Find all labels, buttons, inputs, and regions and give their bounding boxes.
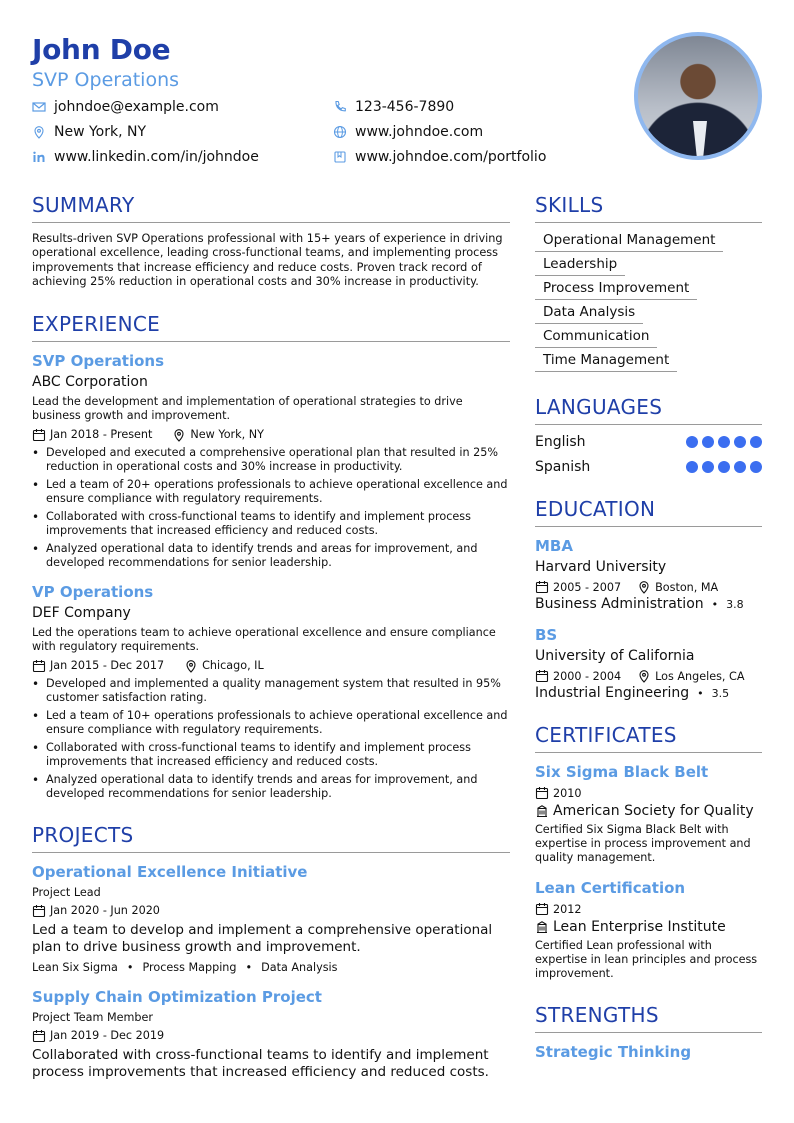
strengths-heading: STRENGTHS [535, 1003, 762, 1033]
map-pin-icon [172, 428, 186, 442]
bookmark-icon [333, 150, 347, 164]
field-of-study: Business Administration [535, 596, 704, 612]
school: University of California [535, 648, 695, 664]
location-text: New York, NY [54, 124, 147, 140]
profile-photo [634, 32, 762, 160]
project-role: Project Lead [32, 885, 101, 899]
level-dot [734, 436, 746, 448]
certificate-item [535, 763, 762, 865]
skill-item: Time Management [535, 350, 677, 372]
certificate-title: Six Sigma Black Belt [535, 763, 709, 781]
issuer-name: Lean Enterprise Institute [553, 919, 726, 935]
skills-heading: SKILLS [535, 193, 762, 223]
language-item [535, 458, 762, 475]
bullet-item: • Developed and executed a comprehensive operational plan that resulted in 25% reduction in operational costs and 30% increase in productivity. [32, 446, 510, 474]
job-title: SVP Operations [32, 351, 165, 370]
level-dot [718, 461, 730, 473]
education-location: Boston, MA [655, 580, 719, 594]
level-dot [718, 436, 730, 448]
project-item [32, 863, 510, 974]
project-tag: Process Mapping [142, 960, 237, 974]
bullet-item: • Led a team of 20+ operations professionals to achieve operational excellence and ensure compliance with regulatory requirements. [32, 478, 510, 506]
contact-phone[interactable] [333, 99, 454, 115]
map-pin-icon [32, 125, 46, 139]
bullet-item: • Collaborated with cross-functional teams to identify and implement process improvements that increased efficiency and reduced costs. [32, 510, 510, 538]
contact-linkedin[interactable] [32, 149, 259, 165]
portfolio-text: www.johndoe.com/portfolio [355, 149, 547, 165]
job-meta [32, 428, 510, 442]
issuer-name: American Society for Quality [553, 803, 754, 819]
education-dates: 2005 - 2007 [553, 580, 622, 594]
email-text: johndoe@example.com [54, 99, 219, 115]
job-title: VP Operations [32, 582, 154, 601]
degree: BS [535, 626, 558, 644]
calendar-icon [535, 786, 549, 800]
candidate-name: John Doe [32, 33, 171, 66]
building-icon [535, 804, 549, 818]
skill-item: Communication [535, 326, 657, 348]
education-field: Business Administration • 3.8 [535, 596, 744, 612]
projects-heading: PROJECTS [32, 823, 510, 853]
job-dates: Jan 2018 - Present [50, 428, 153, 442]
candidate-title: SVP Operations [32, 69, 180, 91]
skill-item: Data Analysis [535, 302, 643, 324]
experience-item [32, 352, 510, 570]
project-title: Operational Excellence Initiative [32, 862, 308, 881]
company-name: ABC Corporation [32, 373, 148, 390]
job-location: New York, NY [190, 428, 264, 442]
contact-location [32, 124, 146, 140]
bullet-item: • Collaborated with cross-functional teams to identify and implement process improvements that increased efficiency and reduced costs. [32, 741, 510, 769]
job-description: Lead the development and implementation of operational strategies to drive business growth and improvement. [32, 394, 463, 422]
linkedin-icon [32, 150, 46, 164]
language-item [535, 433, 762, 450]
certificate-year: 2012 [553, 902, 582, 916]
education-item [535, 626, 762, 701]
language-level [682, 436, 762, 448]
project-dates: Jan 2019 - Dec 2019 [50, 1029, 165, 1043]
side-column [535, 193, 762, 1061]
gpa: 3.8 [726, 598, 744, 611]
calendar-icon [32, 659, 46, 673]
certificate-title: Lean Certification [535, 879, 686, 897]
certificate-description: Certified Lean professional with expertise in lean principles and process improvement. [535, 939, 758, 980]
education-heading: EDUCATION [535, 497, 762, 527]
certificate-item [535, 879, 762, 981]
bullet-item: • Developed and implemented a quality management system that resulted in 95% customer satisfaction rating. [32, 677, 510, 705]
degree: MBA [535, 537, 573, 555]
project-meta [32, 904, 510, 918]
project-description: Collaborated with cross-functional teams to identify and implement process improvements that increased efficiency and reduced costs. [32, 1046, 489, 1080]
calendar-icon [32, 428, 46, 442]
level-dot [702, 461, 714, 473]
certificate-year: 2010 [553, 786, 582, 800]
certificate-meta [535, 786, 762, 800]
languages-heading: LANGUAGES [535, 395, 762, 425]
level-dot [686, 436, 698, 448]
contact-portfolio[interactable] [333, 149, 546, 165]
company-name: DEF Company [32, 604, 131, 621]
education-item [535, 537, 762, 612]
calendar-icon [535, 902, 549, 916]
level-dot [702, 436, 714, 448]
project-tags: Lean Six Sigma • Process Mapping • Data Analysis [32, 960, 338, 974]
certificate-issuer [535, 919, 762, 935]
calendar-icon [535, 580, 549, 594]
strength-item: Strategic Thinking [535, 1043, 692, 1061]
language-name: English [535, 433, 586, 450]
project-tag: Lean Six Sigma [32, 960, 118, 974]
globe-icon [333, 125, 347, 139]
education-location: Los Angeles, CA [655, 669, 745, 683]
linkedin-text: www.linkedin.com/in/johndoe [54, 149, 259, 165]
bullet-item: • Analyzed operational data to identify trends and areas for improvement, and developed recommendations for senior leadership. [32, 542, 510, 570]
project-meta [32, 1029, 510, 1043]
summary-text: Results-driven SVP Operations professional with 15+ years of experience in driving operational excellence, leading cross-functional teams, and implementing process improvements that increase efficiency and reduce costs. Proven track record of achieving 25% reduction in operational costs and 30% increase in productivity. [32, 232, 503, 289]
project-role: Project Team Member [32, 1010, 153, 1024]
map-pin-icon [184, 659, 198, 673]
education-dates: 2000 - 2004 [553, 669, 622, 683]
certificates-heading: CERTIFICATES [535, 723, 762, 753]
certificate-description: Certified Six Sigma Black Belt with expertise in process improvement and quality management. [535, 823, 751, 864]
main-column [32, 193, 510, 1081]
mail-icon [32, 100, 46, 114]
job-location: Chicago, IL [202, 659, 264, 673]
education-meta [535, 580, 762, 594]
education-meta [535, 669, 762, 683]
job-bullets [32, 677, 510, 801]
certificate-meta [535, 902, 762, 916]
calendar-icon [32, 1029, 46, 1043]
level-dot [734, 461, 746, 473]
bullet-item: • Analyzed operational data to identify trends and areas for improvement, and developed recommendations for senior leadership. [32, 773, 510, 801]
school: Harvard University [535, 559, 667, 575]
level-dot [750, 461, 762, 473]
job-description: Led the operations team to achieve operational excellence and ensure compliance with regulatory requirements. [32, 625, 496, 653]
job-meta [32, 659, 510, 673]
phone-icon [333, 100, 347, 114]
bullet-item: • Led a team of 10+ operations professionals to achieve operational excellence and ensure compliance with regulatory requirements. [32, 709, 510, 737]
level-dot [686, 461, 698, 473]
contact-website[interactable] [333, 124, 483, 140]
skills-list [535, 229, 762, 373]
education-field: Industrial Engineering • 3.5 [535, 685, 730, 701]
map-pin-icon [637, 669, 651, 683]
project-item [32, 988, 510, 1081]
project-tag: Data Analysis [261, 960, 338, 974]
language-level [682, 461, 762, 473]
gpa: 3.5 [711, 687, 730, 700]
calendar-icon [32, 904, 46, 918]
job-bullets [32, 446, 510, 570]
field-of-study: Industrial Engineering [535, 685, 690, 701]
skill-item: Leadership [535, 254, 625, 276]
job-dates: Jan 2015 - Dec 2017 [50, 659, 165, 673]
map-pin-icon [637, 580, 651, 594]
building-icon [535, 920, 549, 934]
language-name: Spanish [535, 458, 591, 475]
skill-item: Process Improvement [535, 278, 697, 300]
skill-item: Operational Management [535, 230, 723, 252]
project-title: Supply Chain Optimization Project [32, 987, 322, 1006]
website-text: www.johndoe.com [355, 124, 484, 140]
experience-heading: EXPERIENCE [32, 312, 510, 342]
certificate-issuer [535, 803, 762, 819]
summary-heading: SUMMARY [32, 193, 510, 223]
phone-text: 123-456-7890 [355, 99, 455, 115]
calendar-icon [535, 669, 549, 683]
experience-item [32, 583, 510, 801]
project-dates: Jan 2020 - Jun 2020 [50, 904, 160, 918]
contact-email[interactable] [32, 99, 219, 115]
level-dot [750, 436, 762, 448]
project-description: Led a team to develop and implement a comprehensive operational plan to drive business growth and improvement. [32, 921, 493, 955]
